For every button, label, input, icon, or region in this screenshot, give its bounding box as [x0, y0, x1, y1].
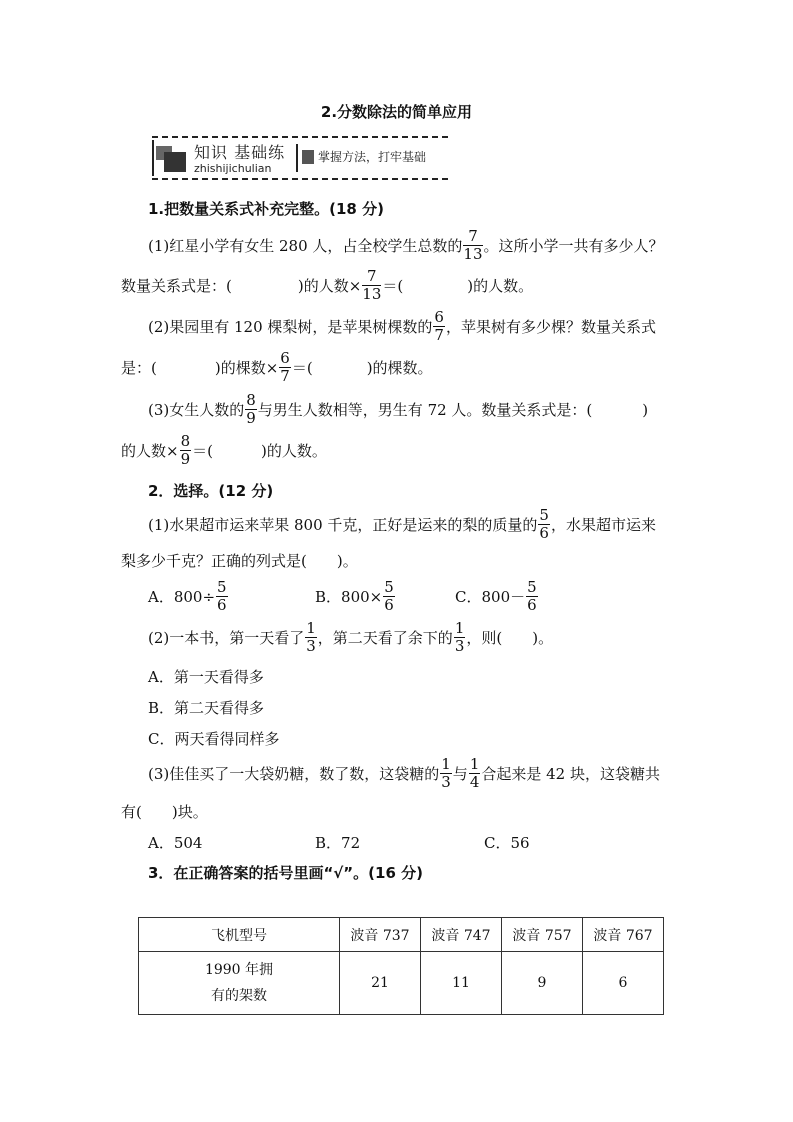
- q2-p3-text: 合起来是 42 块，这袋糖共: [481, 765, 660, 783]
- fraction: $\frac{1}{4}$: [469, 755, 480, 791]
- q1-p1-text: (1)红星小学有女生 280 人，占全校学生总数的: [148, 237, 463, 255]
- q2-p1-line1: [148, 508, 656, 541]
- q2-p3-line2: 有( )块。: [121, 803, 208, 821]
- table-cell: 11: [421, 952, 502, 1015]
- fraction: $\frac{6}{7}$: [434, 308, 444, 344]
- option-label: A．800÷: [148, 588, 216, 606]
- q2-p2-text: ，第二天看了余下的: [317, 629, 453, 647]
- page-title: 2.分数除法的简单应用: [320, 103, 473, 121]
- q1-p3-text: ＝(: [192, 442, 213, 460]
- q1-p1-text: 。这所小学一共有多少人？: [483, 237, 664, 255]
- q1-p3-text: 与男生人数相等，男生有 72 人。数量关系式是：(: [257, 401, 593, 419]
- banner-top-dash: [152, 136, 448, 138]
- q1-p2-text: )的棵数×: [214, 359, 279, 377]
- banner-separator: [296, 144, 298, 172]
- fraction: $\frac{5}{6}$: [384, 578, 394, 614]
- q1-p1-line1: [148, 229, 664, 262]
- q1-p2-text: ，苹果树有多少棵？数量关系式: [445, 318, 656, 336]
- table-row-label: [139, 952, 340, 1015]
- q2-p2-option-b[interactable]: B．第二天看得多: [148, 699, 265, 717]
- q2-p2-text: ，则( )。: [466, 629, 554, 647]
- table-row: [139, 952, 664, 1015]
- fraction: $\frac{8}{9}$: [246, 391, 256, 427]
- row-label-line: 1990 年拥: [204, 962, 274, 978]
- fraction: $\frac{5}{6}$: [217, 578, 227, 614]
- table-header-row: [139, 918, 664, 952]
- fraction: $\frac{6}{7}$: [280, 349, 290, 385]
- fraction: $\frac{1}{3}$: [441, 755, 451, 791]
- banner-small-square-icon: [302, 150, 314, 164]
- banner-pinyin: zhishijichulian: [194, 162, 272, 175]
- q2-heading: 2．选择。(12 分): [148, 482, 274, 500]
- q1-p3-text: ): [642, 400, 649, 419]
- banner-square-icon-2: [164, 152, 186, 172]
- q1-p2-line1: [148, 310, 656, 343]
- fraction: $\frac{7}{13}$: [463, 227, 483, 263]
- banner-motto: 掌握方法，打牢基础: [318, 150, 427, 164]
- fraction: $\frac{5}{6}$: [539, 506, 549, 542]
- q2-p1-option-c[interactable]: [455, 580, 539, 613]
- q1-p3-line1: [148, 393, 648, 426]
- q1-p2-line2: [121, 351, 433, 384]
- fraction: $\frac{8}{9}$: [180, 432, 191, 468]
- q1-heading: 1.把数量关系式补充完整。(18 分): [148, 200, 384, 218]
- q2-p2-option-c[interactable]: C．两天看得同样多: [148, 730, 280, 748]
- aircraft-table: [138, 917, 664, 1015]
- q1-p1-text: )的人数×: [297, 277, 362, 295]
- q2-p1-text: (1)水果超市运来苹果 800 千克，正好是运来的梨的质量的: [148, 516, 538, 534]
- banner-bottom-dash: [152, 178, 448, 180]
- q1-p2-text: (2)果园里有 120 棵梨树，是苹果树棵数的: [148, 318, 433, 336]
- table-cell: 6: [583, 952, 664, 1015]
- q1-p2-text: )的棵数。: [366, 359, 433, 377]
- banner-left-bar: [152, 140, 154, 176]
- q1-p2-text: ＝(: [291, 359, 313, 377]
- q2-p3-line1: [148, 757, 660, 790]
- q1-p3-text: 的人数×: [121, 442, 179, 460]
- q1-p1-text: ＝(: [382, 277, 404, 295]
- table-header-label: 飞机型号: [139, 918, 340, 952]
- fraction: $\frac{5}{6}$: [527, 578, 537, 614]
- table-header-cell: 波音 737: [340, 918, 421, 952]
- q2-p1-option-b[interactable]: [315, 580, 396, 613]
- q2-p1-text: ，水果超市运来: [550, 516, 656, 534]
- section-banner: [150, 136, 446, 182]
- fraction: $\frac{7}{13}$: [362, 267, 382, 303]
- q2-p2-option-a[interactable]: A．第一天看得多: [148, 668, 264, 686]
- table-header-cell: 波音 757: [502, 918, 583, 952]
- q2-p3-text: 与: [452, 765, 468, 783]
- q2-p1-option-a[interactable]: [148, 580, 229, 613]
- q2-p1-line2: 梨多少千克？正确的列式是( )。: [121, 552, 358, 570]
- fraction: $\frac{1}{3}$: [306, 619, 316, 655]
- q2-p2-text: (2)一本书，第一天看了: [148, 629, 305, 647]
- q2-p2-line1: [148, 621, 553, 654]
- q1-p1-text: 数量关系式是：(: [121, 277, 232, 295]
- q1-p1-line2: [121, 269, 533, 302]
- banner-label: 知识 基础练: [194, 143, 286, 162]
- q2-p3-text: (3)佳佳买了一大袋奶糖，数了数，这袋糖的: [148, 765, 440, 783]
- option-label: B．800×: [315, 588, 383, 606]
- table-cell: 9: [502, 952, 583, 1015]
- q3-heading: 3．在正确答案的括号里画“√”。(16 分): [148, 864, 423, 882]
- q1-p3-text: (3)女生人数的: [148, 401, 245, 419]
- table-header-cell: 波音 767: [583, 918, 664, 952]
- q1-p1-text: )的人数。: [467, 277, 534, 295]
- table-cell: 21: [340, 952, 421, 1015]
- q1-p3-text: )的人数。: [260, 442, 327, 460]
- q1-p3-line2: [121, 434, 327, 467]
- table-header-cell: 波音 747: [421, 918, 502, 952]
- option-label: C．800－: [455, 588, 526, 606]
- q2-p3-option-a[interactable]: A．504: [148, 834, 203, 852]
- q2-p3-option-c[interactable]: C．56: [484, 834, 530, 852]
- row-label-line: 有的架数: [211, 988, 267, 1004]
- q2-p3-option-b[interactable]: B．72: [315, 834, 361, 852]
- q1-p2-text: 是：(: [121, 359, 157, 377]
- fraction: $\frac{1}{3}$: [454, 619, 465, 655]
